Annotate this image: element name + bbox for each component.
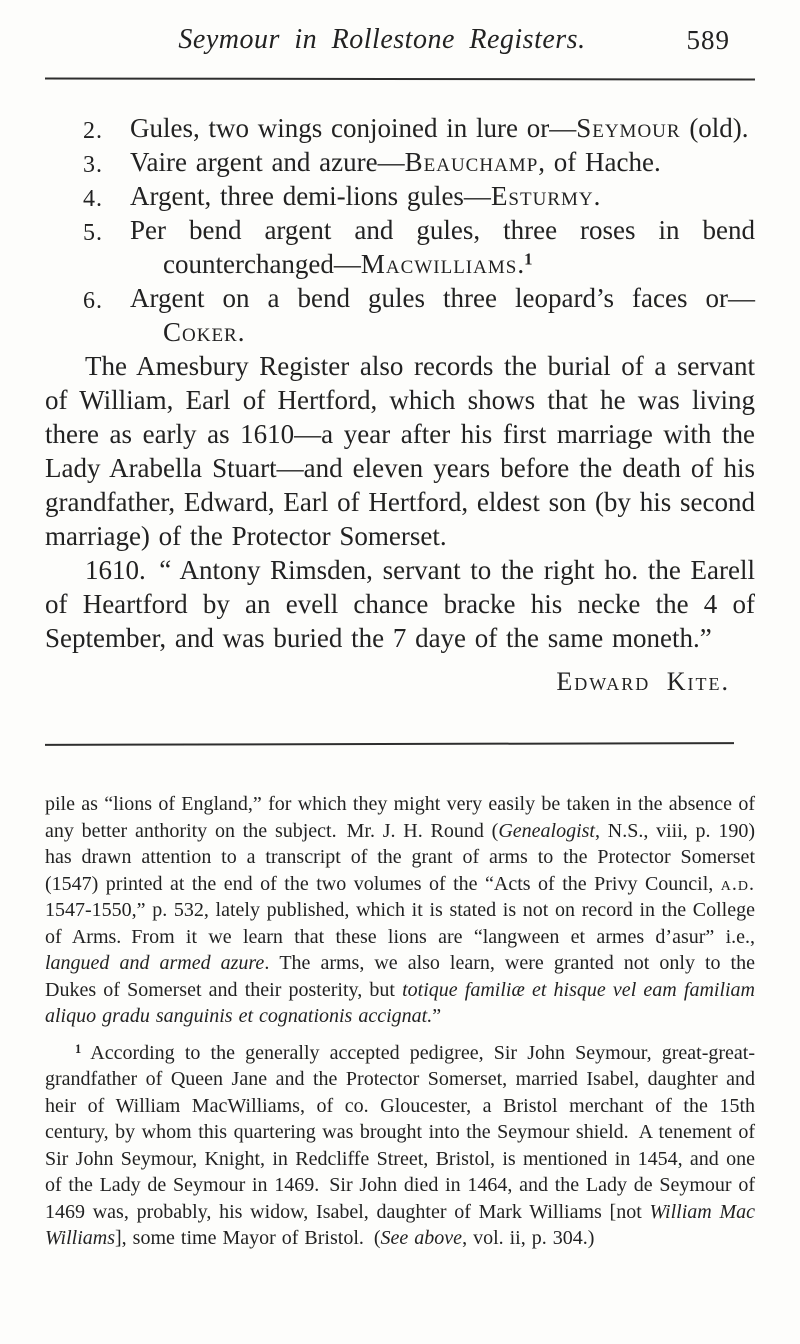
text-segment: . <box>517 249 525 279</box>
text-segment: a.d. <box>720 872 755 895</box>
text-segment: Esturmy <box>490 181 594 211</box>
text-segment: Gules, two wings conjoined in lure or— <box>130 113 577 143</box>
text-segment: 1 <box>524 249 533 269</box>
text-segment: . <box>593 181 601 211</box>
text-segment: William Mac Williams <box>45 1200 755 1249</box>
list-item-number: 5. <box>83 220 103 246</box>
footnote-1 <box>45 1040 755 1252</box>
footnote-rule <box>45 742 734 746</box>
list-item-number: 4. <box>83 186 103 212</box>
list-item <box>45 145 755 179</box>
text-segment: 1 <box>75 1041 82 1056</box>
page-header <box>45 24 755 66</box>
text-segment: (old). <box>680 113 749 143</box>
running-title: Seymour in Rollestone Registers. <box>178 24 586 55</box>
text-segment: 1547-1550,” p. 532, lately published, which it is stated is not on record in the College of Arms. From it we learn that these lions are “langween et armes d’asur” i.e., <box>45 899 755 948</box>
list-item-text <box>130 181 600 211</box>
text-segment: Argent on a bend gules three leopard’s faces or— <box>130 283 755 313</box>
list-item-text <box>130 113 749 143</box>
text-segment: , N.S., viii, p. 190) has drawn attention to a transcript of the grant of arms to the Protector Somerset (1547) printed at the end of the two volumes of the “Acts of the Privy Council, <box>45 819 755 895</box>
list-item <box>45 281 755 349</box>
text-segment: , of Hache. <box>538 147 661 177</box>
paragraph-burial-entry <box>45 553 755 655</box>
paragraph-amesbury-register <box>45 349 755 553</box>
text-segment: Seymour <box>576 113 681 143</box>
list-item <box>45 179 755 213</box>
text-segment: Coker <box>163 317 238 347</box>
text-segment: . The arms, we also learn, were granted not only to the Dukes of Somerset and their posterity, but <box>45 952 755 1001</box>
header-rule <box>45 78 755 81</box>
text-segment: See above <box>380 1227 463 1249</box>
text-segment: totique familiæ et hisque vel eam familiam aliquo gradu sanguinis et cognationis accignat. <box>45 978 755 1027</box>
text-segment: , vol. ii, p. 304.) <box>462 1227 595 1249</box>
page-number: 589 <box>686 25 730 55</box>
text-segment: Vaire argent and azure— <box>130 147 405 177</box>
text-segment: Macwilliams <box>360 249 518 279</box>
text-segment: Argent, three demi-lions gules— <box>130 181 491 211</box>
text-segment: . <box>237 317 245 347</box>
text-segment: Genealogist <box>498 819 595 842</box>
footnotes <box>45 791 755 1252</box>
blazon-list <box>45 111 755 349</box>
text-segment: langued and armed azure <box>45 952 265 974</box>
list-item <box>45 213 755 281</box>
text-segment: pile as “lions of England,” for which they might very easily be taken in the absence of any better anthority on the subject. Mr. J. H. Round ( <box>45 793 755 842</box>
text-segment: According to the generally accepted pedigree, Sir John Seymour, great-great-grandfather of Queen Jane and the Protector Somerset, married Isabel, daughter and heir of William MacWilliams, of co. Gloucester, a Bristol merchant of the 15th century, by whom this quartering was brought into the Seymour shield. A tenement of Sir John Seymour, Knight, in Redcliffe Street, Bristol, is mentioned in 1454, and one of the Lady de Seymour in 1469. Sir John died in 1464, and the Lady de Seymour of 1469 was, probably, his widow, Isabel, daughter of Mark Williams [not <box>45 1041 755 1223</box>
list-item-text <box>130 215 755 279</box>
list-item-text <box>130 283 755 347</box>
list-item-number: 6. <box>83 288 103 314</box>
footnote-continuation <box>45 791 755 1030</box>
list-item-number: 3. <box>83 152 103 178</box>
list-item-number: 2. <box>83 118 103 144</box>
text-segment: Beauchamp <box>404 147 539 177</box>
text-segment: Per bend argent and gules, three roses in bend counterchanged— <box>130 215 755 279</box>
text-segment: The Amesbury Register also records the burial of a servant of William, Earl of Hertford, which shows that he was living there as early as 1610—a year after his first marriage with the Lady Arabella Stuart—and eleven years before the death of his grandfather, Edward, Earl of Hertford, eldest son (by his second marriage) of the Protector Somerset. <box>45 351 755 551</box>
text-segment: ” <box>432 1005 442 1027</box>
list-item-text <box>130 147 661 177</box>
text-segment: 1610. “ Antony Rimsden, servant to the right ho. the Earell of Heartford by an evell chance bracke his necke the 4 of September, and was buried the 7 daye of the same moneth.” <box>45 555 755 653</box>
list-item <box>45 111 755 145</box>
text-segment: ], some time Mayor of Bristol. ( <box>115 1227 381 1249</box>
signature: Edward Kite. <box>556 667 730 696</box>
